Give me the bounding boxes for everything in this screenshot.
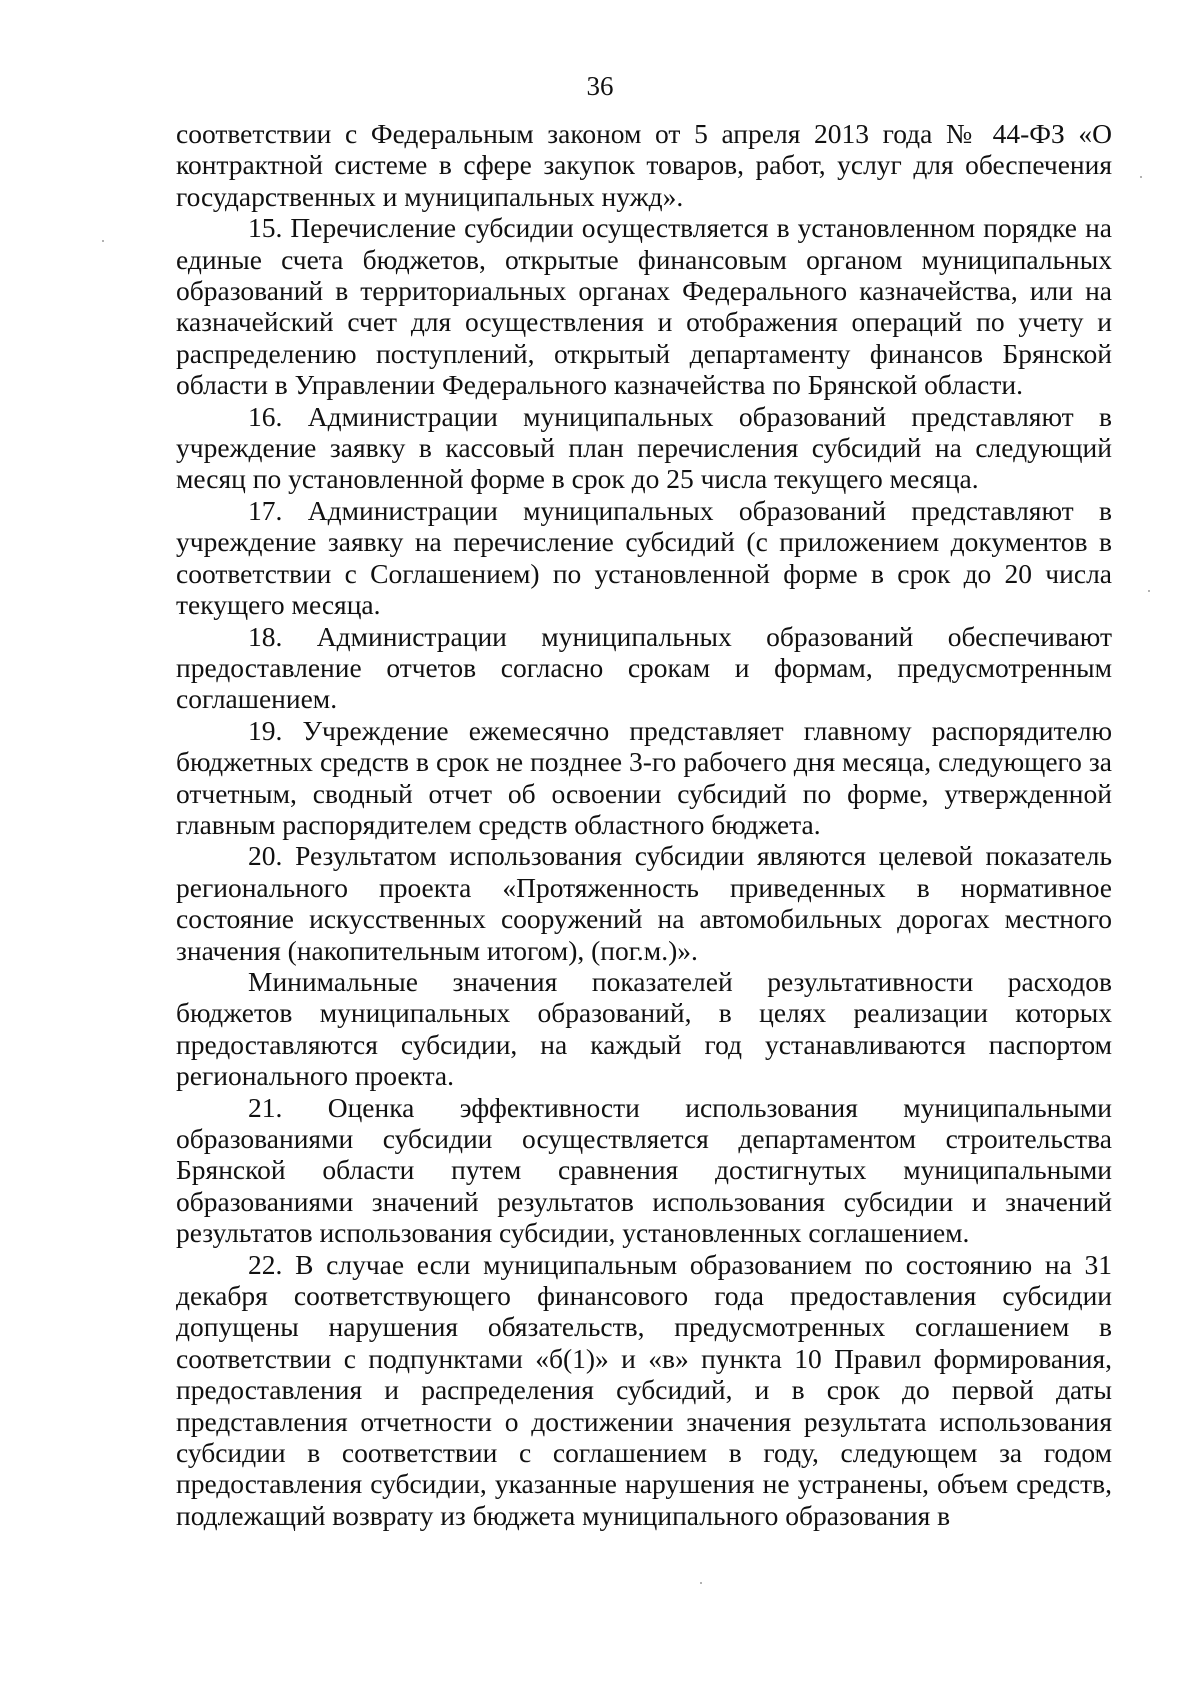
scan-speck [102, 240, 104, 242]
document-body [176, 118, 1112, 1531]
scan-speck [1148, 590, 1150, 592]
paragraph-19: 19. Учреждение ежемесячно представляет главному распорядителю бюджетных средств в срок не позднее 3-го рабочего дня месяца, следующего за отчетным, сводный отчет об освоении субсидий по форме, утвержденной главным распорядителем средств областного бюджета. [176, 714, 1112, 840]
paragraph-16: 16. Администрации муниципальных образований представляют в учреждение заявку в кассовый план перечисления субсидий на следующий месяц по установленной форме в срок до 25 числа текущего месяца. [176, 400, 1112, 495]
paragraph-20: 20. Результатом использования субсидии являются целевой показатель регионального проекта «Протяженность приведенных в нормативное состояние искусственных сооружений на автомобильных дорогах местного значения (накопительным итогом), (пог.м.)». [176, 840, 1112, 966]
paragraph-22: 22. В случае если муниципальным образованием по состоянию на 31 декабря соответствующего финансового года предоставления субсидии допущены нарушения обязательств, предусмотренных соглашением в соответствии с подпунктами «б(1)» и «в» пункта 10 Правил формирования, предоставления и распределения субсидий, и в срок до первой даты представления отчетности о достижении значения результата использования субсидии в соответствии с соглашением в году, следующем за годом предоставления субсидии, указанные нарушения не устранены, объем средств, подлежащий возврату из бюджета муниципального образования в [176, 1248, 1112, 1531]
paragraph-15: 15. Перечисление субсидии осуществляется в установленном порядке на единые счета бюджетов, открытые финансовым органом муниципальных образований в территориальных органах Федерального казначейства, или на казначейский счет для осуществления и отображения операций по учету и распределению поступлений, открытый департаменту финансов Брянской области в Управлении Федерального казначейства по Брянской области. [176, 212, 1112, 401]
scan-speck [1140, 176, 1142, 178]
paragraph-17: 17. Администрации муниципальных образований представляют в учреждение заявку на перечисление субсидий (с приложением документов в соответствии с Соглашением) по установленной форме в срок до 20 числа текущего месяца. [176, 494, 1112, 621]
paragraph-20-minimal-values: Минимальные значения показателей результативности расходов бюджетов муниципальных образований, в целях реализации которых предоставляются субсидии, на каждый год устанавливаются паспортом регионального проекта. [176, 965, 1112, 1092]
scan-speck [700, 1582, 702, 1584]
paragraph-18: 18. Администрации муниципальных образований обеспечивают предоставление отчетов согласно срокам и формам, предусмотренным соглашением. [176, 620, 1112, 715]
page-number: 36 [586, 71, 614, 101]
paragraph-continuation: соответствии с Федеральным законом от 5 апреля 2013 года № 44-ФЗ «О контрактной системе в сфере закупок товаров, работ, услуг для обеспечения государственных и муниципальных нужд». [176, 118, 1112, 212]
paragraph-21: 21. Оценка эффективности использования муниципальными образованиями субсидии осуществляется департаментом строительства Брянской области путем сравнения достигнутых муниципальными образованиями значений результатов использования субсидии и значений результатов использования субсидии, установленных соглашением. [176, 1091, 1112, 1249]
